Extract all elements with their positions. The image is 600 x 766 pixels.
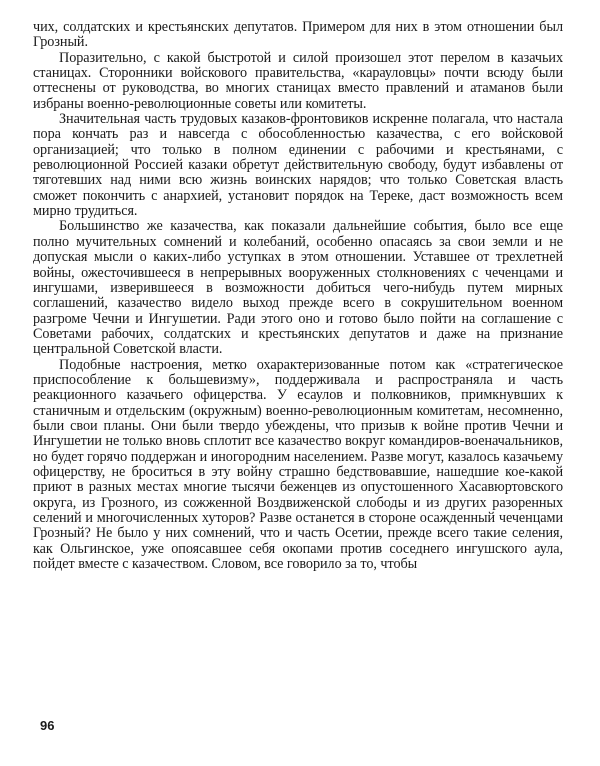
paragraph-5: Подобные настроения, метко охарактеризованные потом как «стратегическое приспособление к большевизму», поддерживала и распространяла и часть реакционного казачьего офицерства. У есаулов и полковников, примкнувших к станичным и отдельским (окружным) военно-революционным комитетам, несомненно, были свои планы. Они были твердо убеждены, что призыв к войне против Чечни и Ингушетии не только вновь сплотит все казачество вокруг командиров-военачальников, но будет горячо поддержан и иногородним населением. Разве могут, казалось казачьему офицерству, не броситься в эту войну страшно бедствовавшие, нашедшие кое-какой приют в разных местах многие тысячи беженцев из опустошенного Хасавюртовского округа, из Грозного, из сожженной Воздвиженской слободы и из других разоренных селений и многочисленных хуторов? Разве останется в стороне осажденный чеченцами Грозный? Не было у них сомнений, что и часть Осетии, прежде всего такие селения, как Ольгинское, уже опоясавшее себя окопами против соседнего ингушского аула, пойдет вместе с казачеством. Словом, все говорило за то, чтобы <box>33 356 563 573</box>
paragraph-4: Большинство же казачества, как показали дальнейшие события, было все еще полно мучительных сомнений и колебаний, особенно опасаясь за свои земли и не допуская мысли о каких-либо уступках в этом отношении. Уставшее от трехлетней войны, ожесточившееся в непрерывных вооруженных столкновениях с чеченцами и ингушами, изверившееся в возможности добиться чего-нибудь путем мирных соглашений, казачество видело выход прежде всего в сокрушительном военном разгроме Чечни и Ингушетии. Ради этого оно и готово было пойти на соглашение с Советами рабочих, солдатских и крестьянских депутатов и даже на признание центральной Советской власти. <box>33 218 563 358</box>
paragraph-1: чих, солдатских и крестьянских депутатов. Примером для них в этом отношении был Грозный. <box>33 19 563 51</box>
page-number: 96 <box>40 718 55 733</box>
page-body <box>33 20 563 572</box>
paragraph-3: Значительная часть трудовых казаков-фронтовиков искренне полагала, что настала пора кончать раз и навсегда с обособленностью казачества, с его войсковой организацией; что только в полном единении с рабочими и крестьянами, с революционной Россией казаки обретут действительную свободу, будут избавлены от тяготевших над ними всю жизнь воинских нарядов; что только Советская власть сможет покончить с анархией, установит порядок на Тереке, даст возможность всем мирно трудиться. <box>33 111 563 220</box>
paragraph-2: Поразительно, с какой быстротой и силой произошел этот перелом в казачьих станицах. Сторонники войскового правительства, «карауловцы» почти всюду были оттеснены от руководства, во многих станицах вместо правлений и атаманов были избраны военно-революционные советы или комитеты. <box>33 49 563 112</box>
